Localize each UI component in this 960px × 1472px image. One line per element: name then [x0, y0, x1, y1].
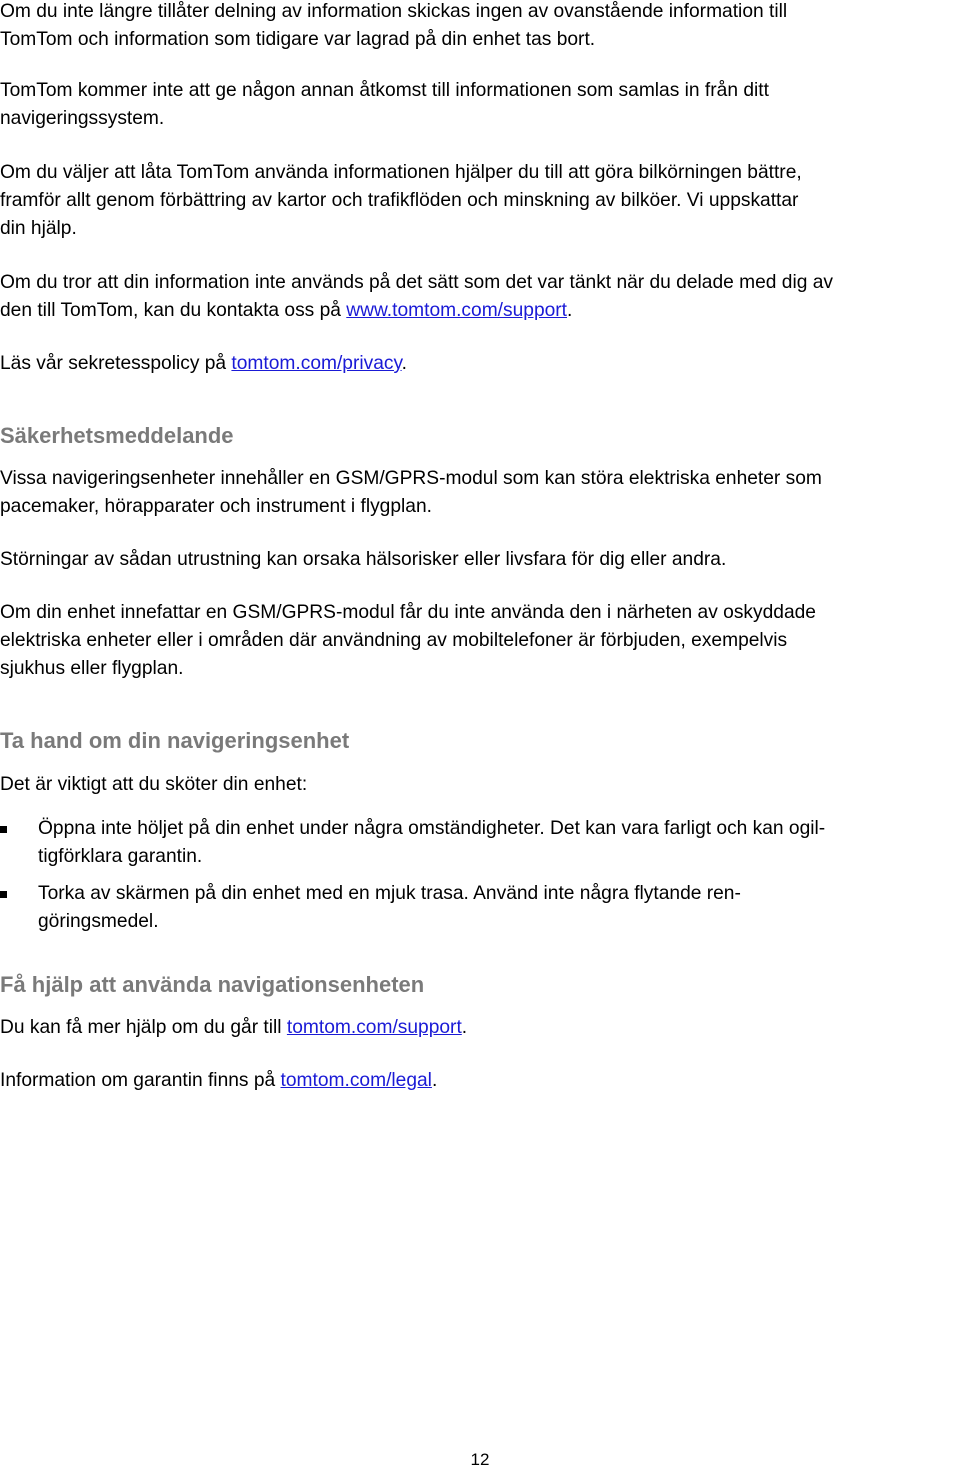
safety-heading: Säkerhetsmeddelande [0, 423, 234, 448]
warranty-text: Information om garantin finns på [0, 1070, 281, 1091]
care-intro: Det är viktigt att du sköter din enhet: [0, 774, 308, 795]
help-support-link[interactable]: tomtom.com/support [286, 1017, 462, 1038]
privacy-paragraph-3-line-2: framför allt genom förbättring av kartor och trafikflöden och minskning av bilköer. Vi uppskattar [0, 190, 799, 211]
warranty-period: . [431, 1070, 438, 1091]
bullet-marker-1 [0, 826, 7, 833]
contact-period: . [567, 300, 573, 321]
privacy-policy-period: . [401, 353, 407, 374]
safety-paragraph-3-line-2: elektriska enheter eller i områden där användning av mobiltelefoner är förbjuden, exempelvis [0, 630, 788, 651]
help-period: . [461, 1017, 468, 1038]
help-paragraph-1 [0, 1014, 960, 1042]
privacy-paragraph-3-line-3: din hjälp. [0, 218, 77, 239]
privacy-paragraph-1-line-2: TomTom och information som tidigare var lagrad på din enhet tas bort. [0, 29, 596, 50]
care-heading: Ta hand om din navigeringsenhet [0, 728, 350, 753]
privacy-paragraph-2-line-2: navigeringssystem. [0, 108, 165, 129]
support-link[interactable]: www.tomtom.com/support [346, 300, 568, 321]
safety-paragraph-1-line-2: pacemaker, hörapparater och instrument i flygplan. [0, 496, 432, 517]
safety-paragraph-3-line-3: sjukhus eller flygplan. [0, 658, 184, 679]
care-bullet-1-line-1: Öppna inte höljet på din enhet under några omständigheter. Det kan vara farligt och kan ogil- [38, 818, 826, 839]
privacy-paragraph-4-line-2 [0, 297, 960, 325]
page-number: 12 [470, 1450, 490, 1469]
privacy-link[interactable]: tomtom.com/privacy [231, 353, 402, 374]
contact-text: den till TomTom, kan du kontakta oss på [0, 300, 347, 321]
bullet-marker-2 [0, 891, 7, 898]
help-paragraph-2 [0, 1067, 960, 1095]
privacy-policy-line [0, 350, 960, 378]
privacy-policy-text: Läs vår sekretesspolicy på [0, 353, 232, 374]
help-heading: Få hjälp att använda navigationsenheten [0, 972, 425, 997]
care-bullet-1-line-2: tigförklara garantin. [38, 846, 203, 867]
privacy-paragraph-1-line-1: Om du inte längre tillåter delning av information skickas ingen av ovanstående information till [0, 1, 788, 22]
care-bullet-2-line-1: Torka av skärmen på din enhet med en mjuk trasa. Använd inte några flytande ren- [38, 883, 741, 904]
privacy-paragraph-3-line-1: Om du väljer att låta TomTom använda informationen hjälper du till att göra bilkörningen bättre, [0, 162, 802, 183]
privacy-paragraph-2-line-1: TomTom kommer inte att ge någon annan åtkomst till informationen som samlas in från ditt [0, 80, 769, 101]
care-bullet-2-line-2: göringsmedel. [38, 911, 159, 932]
help-text: Du kan få mer hjälp om du går till [0, 1017, 287, 1038]
legal-link[interactable]: tomtom.com/legal [280, 1070, 432, 1091]
safety-paragraph-1-line-1: Vissa navigeringsenheter innehåller en GSM/GPRS-modul som kan störa elektriska enheter som [0, 468, 822, 489]
safety-paragraph-2: Störningar av sådan utrustning kan orsaka hälsorisker eller livsfara för dig eller andra. [0, 549, 727, 570]
privacy-paragraph-4-line-1: Om du tror att din information inte används på det sätt som det var tänkt när du delade med dig av [0, 272, 833, 293]
safety-paragraph-3-line-1: Om din enhet innefattar en GSM/GPRS-modul får du inte använda den i närheten av oskyddade [0, 602, 816, 623]
